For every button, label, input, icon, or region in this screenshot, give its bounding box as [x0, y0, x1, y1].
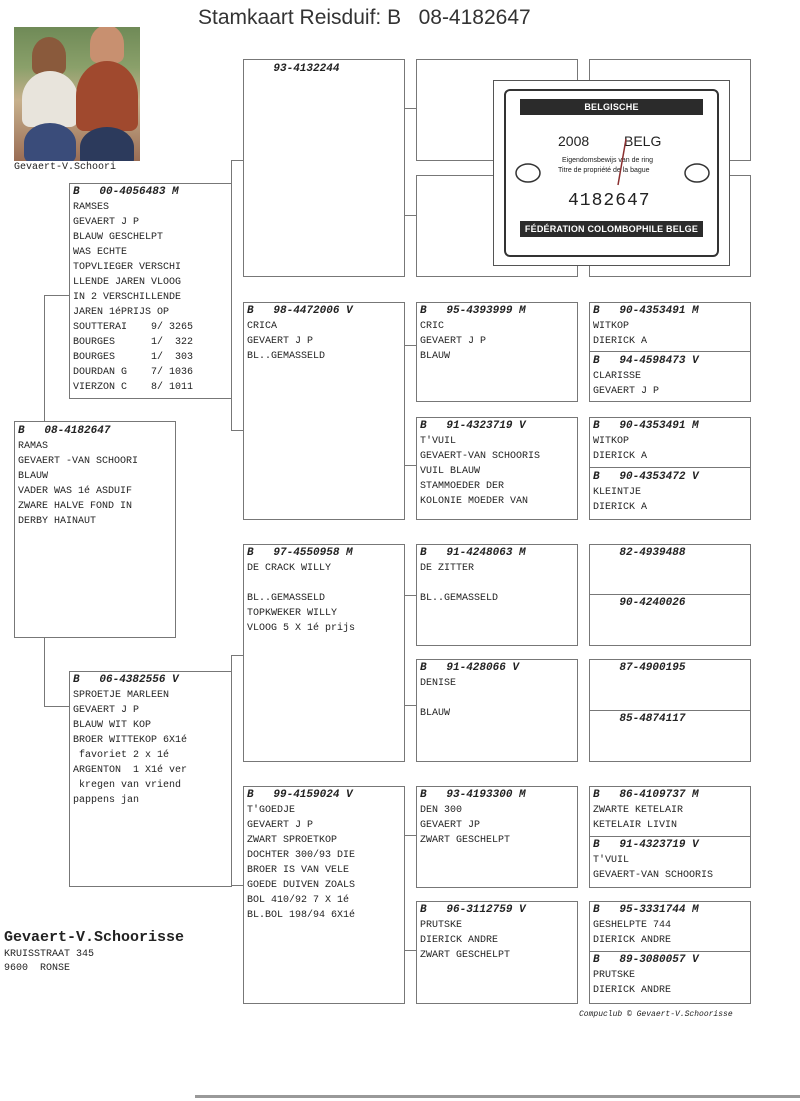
certificate-line1: Eigendomsbewijs van de ring: [562, 157, 654, 164]
ring-number: B 96-3112759 V: [420, 904, 526, 916]
pedigree-dam-sire-sire: [416, 544, 578, 646]
connector: [231, 430, 243, 431]
certificate-bottom-band: FÉDÉRATION COLOMBOPHILE BELGE: [520, 221, 703, 237]
pigeon-name: CLARISSE: [593, 371, 642, 382]
remark-line: STAMMOEDER DER: [420, 481, 505, 492]
pedigree-dam-dam-sire: [416, 786, 578, 888]
pedigree-gen5-box: [589, 302, 751, 402]
certificate-ring-number: 4182647: [568, 191, 651, 211]
ring-number: B 98-4472006 V: [247, 305, 353, 317]
photo-caption: Gevaert-V.Schoori: [14, 162, 117, 173]
colour: BLAUW: [420, 351, 451, 362]
ring-number: B 91-4323719 V: [420, 420, 526, 432]
remark-line: ZWARE HALVE FOND IN: [18, 501, 133, 512]
colour: BLAUW GESCHELPT: [73, 232, 164, 243]
colour: BLAUW: [420, 708, 451, 719]
connector: [44, 638, 45, 706]
pigeon-name: GESHELPTE 744: [593, 920, 672, 931]
pigeon-name: ZWARTE KETELAIR: [593, 805, 684, 816]
ring-number: B 89-3080057 V: [593, 954, 699, 966]
bottom-divider: [195, 1095, 800, 1098]
divider: [590, 710, 751, 711]
pedigree-sire-sire: [243, 59, 405, 277]
connector: [404, 950, 416, 951]
pedigree-sire-dam-dam: [416, 417, 578, 520]
connector: [404, 108, 416, 109]
ring-number: 85-4874117: [593, 713, 686, 725]
colour: ZWART GESCHELPT: [420, 950, 511, 961]
pigeon-name: DEN 300: [420, 805, 463, 816]
connector: [404, 835, 416, 836]
breeder: DIERICK A: [593, 502, 648, 513]
owner-photo: [14, 27, 140, 161]
divider: [590, 594, 751, 595]
pedigree-gen5-box: [589, 417, 751, 520]
pedigree-gen5-box: [589, 544, 751, 646]
breeder: GEVAERT -VAN SCHOORI: [18, 456, 139, 467]
result-line: BOURGES 1/ 303: [73, 352, 194, 363]
connector: [231, 885, 243, 886]
remark-line: TOPKWEKER WILLY: [247, 608, 338, 619]
breeder: GEVAERT J P: [247, 820, 314, 831]
connector: [231, 655, 243, 656]
breeder: DIERICK ANDRE: [593, 985, 672, 996]
ring-number: B 97-4550958 M: [247, 547, 353, 559]
remark-line: DERBY HAINAUT: [18, 516, 97, 527]
remark-line: BOL 410/92 7 X 1é: [247, 895, 350, 906]
pigeon-name: SPROETJE MARLEEN: [73, 690, 170, 701]
remark-line: VLOOG 5 X 1é prijs: [247, 623, 356, 634]
ring-number: B 99-4159024 V: [247, 789, 353, 801]
pigeon-name: CRIC: [420, 321, 445, 332]
breeder: KETELAIR LIVIN: [593, 820, 678, 831]
ring-number: B 06-4382556 V: [73, 674, 179, 686]
ring-number: 87-4900195: [593, 662, 686, 674]
breeder: GEVAERT J P: [420, 336, 487, 347]
pigeon-name: RAMSES: [73, 202, 110, 213]
ring-number: B 91-428066 V: [420, 662, 520, 674]
colour: BLAUW WIT KOP: [73, 720, 152, 731]
certificate-country: BELG: [624, 133, 662, 149]
pigeon-name: RAMAS: [18, 441, 49, 452]
breeder: GEVAERT J P: [73, 705, 140, 716]
pigeon-name: PRUTSKE: [593, 970, 636, 981]
remark-line: BROER WITTEKOP 6X1é: [73, 735, 188, 746]
colour: BL..GEMASSELD: [247, 351, 326, 362]
breeder: GEVAERT-VAN SCHOORIS: [420, 451, 541, 462]
certificate-ornament-icon: [494, 81, 731, 267]
divider: [590, 951, 751, 952]
pedigree-self: [14, 421, 176, 638]
ring-number: 82-4939488: [593, 547, 686, 559]
remark-line: BL.BOL 198/94 6X1é: [247, 910, 356, 921]
breeder: GEVAERT-VAN SCHOORIS: [593, 870, 714, 881]
colour: BL..GEMASSELD: [420, 593, 499, 604]
ring-number: B 00-4056483 M: [73, 186, 179, 198]
pedigree-gen5-box: [589, 901, 751, 1004]
ring-number: B 86-4109737 M: [593, 789, 699, 801]
remark-line: kregen van vriend: [73, 780, 182, 791]
result-line: BOURGES 1/ 322: [73, 337, 194, 348]
breeder: GEVAERT J P: [247, 336, 314, 347]
pigeon-name: T'VUIL: [593, 855, 630, 866]
remark-line: IN 2 VERSCHILLENDE: [73, 292, 182, 303]
pedigree-gen5-box: [589, 786, 751, 888]
ring-number: B 93-4193300 M: [420, 789, 526, 801]
breeder: GEVAERT JP: [420, 820, 481, 831]
ring-number: B 90-4353491 M: [593, 305, 699, 317]
breeder: DIERICK ANDRE: [420, 935, 499, 946]
ring-number: B 90-4353472 V: [593, 471, 699, 483]
colour: ZWART SPROETKOP: [247, 835, 338, 846]
certificate-year: 2008: [558, 133, 590, 149]
connector: [404, 215, 416, 216]
pedigree-dam-sire-dam: [416, 659, 578, 762]
connector: [404, 465, 416, 466]
remark-line: LLENDE JAREN VLOOG: [73, 277, 182, 288]
connector: [44, 295, 69, 296]
pedigree-dam: [69, 671, 232, 887]
pigeon-name: PRUTSKE: [420, 920, 463, 931]
pigeon-name: DENISE: [420, 678, 457, 689]
owner-city: 9600 RONSE: [4, 963, 71, 974]
ring-number: B 95-3331744 M: [593, 904, 699, 916]
connector: [404, 705, 416, 706]
remark-line: VADER WAS 1é ASDUIF: [18, 486, 133, 497]
divider: [590, 467, 751, 468]
divider: [590, 836, 751, 837]
remark-line: JAREN 1éPRIJS OP: [73, 307, 170, 318]
certificate-top-band: BELGISCHE DUIVENLIEFHEBBERSBOND: [520, 99, 703, 115]
pedigree-gen5-box: [589, 659, 751, 762]
ring-number: B 91-4248063 M: [420, 547, 526, 559]
breeder: GEVAERT J P: [73, 217, 140, 228]
page-title: Stamkaart Reisduif: B 08-4182647: [198, 6, 531, 29]
remark-line: pappens jan: [73, 795, 140, 806]
connector: [44, 295, 45, 421]
colour: BLAUW: [18, 471, 49, 482]
breeder: DIERICK A: [593, 451, 648, 462]
colour: BL..GEMASSELD: [247, 593, 326, 604]
result-line: DOURDAN G 7/ 1036: [73, 367, 194, 378]
remark-line: favoriet 2 x 1é: [73, 750, 170, 761]
pigeon-name: T'VUIL: [420, 436, 457, 447]
breeder: DIERICK A: [593, 336, 648, 347]
remark-line: WAS ECHTE: [73, 247, 128, 258]
owner-name: Gevaert-V.Schoorisse: [4, 929, 185, 946]
pedigree-dam-dam-dam: [416, 901, 578, 1004]
remark-line: KOLONIE MOEDER VAN: [420, 496, 529, 507]
colour: ZWART GESCHELPT: [420, 835, 511, 846]
ring-number: 93-4132244: [247, 63, 340, 75]
remark-line: GOEDE DUIVEN ZOALS: [247, 880, 356, 891]
result-line: VIERZON C 8/ 1011: [73, 382, 194, 393]
pigeon-name: CRICA: [247, 321, 278, 332]
pigeon-name: WITKOP: [593, 321, 630, 332]
ring-number: B 91-4323719 V: [593, 839, 699, 851]
owner-street: KRUISSTRAAT 345: [4, 949, 95, 960]
colour: VUIL BLAUW: [420, 466, 481, 477]
ring-number: B 08-4182647: [18, 425, 111, 437]
ring-number: B 90-4353491 M: [593, 420, 699, 432]
result-line: SOUTTERAI 9/ 3265: [73, 322, 194, 333]
pigeon-name: DE CRACK WILLY: [247, 563, 332, 574]
connector: [44, 706, 69, 707]
breeder: DIERICK ANDRE: [593, 935, 672, 946]
pigeon-name: WITKOP: [593, 436, 630, 447]
certificate-line2: Titre de propriété de la bague: [558, 167, 650, 174]
connector: [231, 160, 243, 161]
ring-number: B 95-4393999 M: [420, 305, 526, 317]
ring-certificate: [493, 80, 730, 266]
pigeon-name: KLEINTJE: [593, 487, 642, 498]
ring-number: B 94-4598473 V: [593, 355, 699, 367]
pedigree-sire-dam-sire: [416, 302, 578, 402]
pedigree-sire: [69, 183, 232, 399]
pedigree-dam-sire: [243, 544, 405, 762]
connector: [404, 595, 416, 596]
pigeon-name: T'GOEDJE: [247, 805, 296, 816]
pedigree-sire-dam: [243, 302, 405, 520]
divider: [590, 351, 751, 352]
pedigree-dam-dam: [243, 786, 405, 1004]
ring-number: 90-4240026: [593, 597, 686, 609]
remark-line: BROER IS VAN VELE: [247, 865, 350, 876]
connector: [404, 345, 416, 346]
remark-line: DOCHTER 300/93 DIE: [247, 850, 356, 861]
breeder: GEVAERT J P: [593, 386, 660, 397]
pigeon-name: DE ZITTER: [420, 563, 475, 574]
remark-line: ARGENTON 1 X1é ver: [73, 765, 188, 776]
remark-line: TOPVLIEGER VERSCHI: [73, 262, 182, 273]
software-credit: Compuclub © Gevaert-V.Schoorisse: [579, 1010, 733, 1019]
